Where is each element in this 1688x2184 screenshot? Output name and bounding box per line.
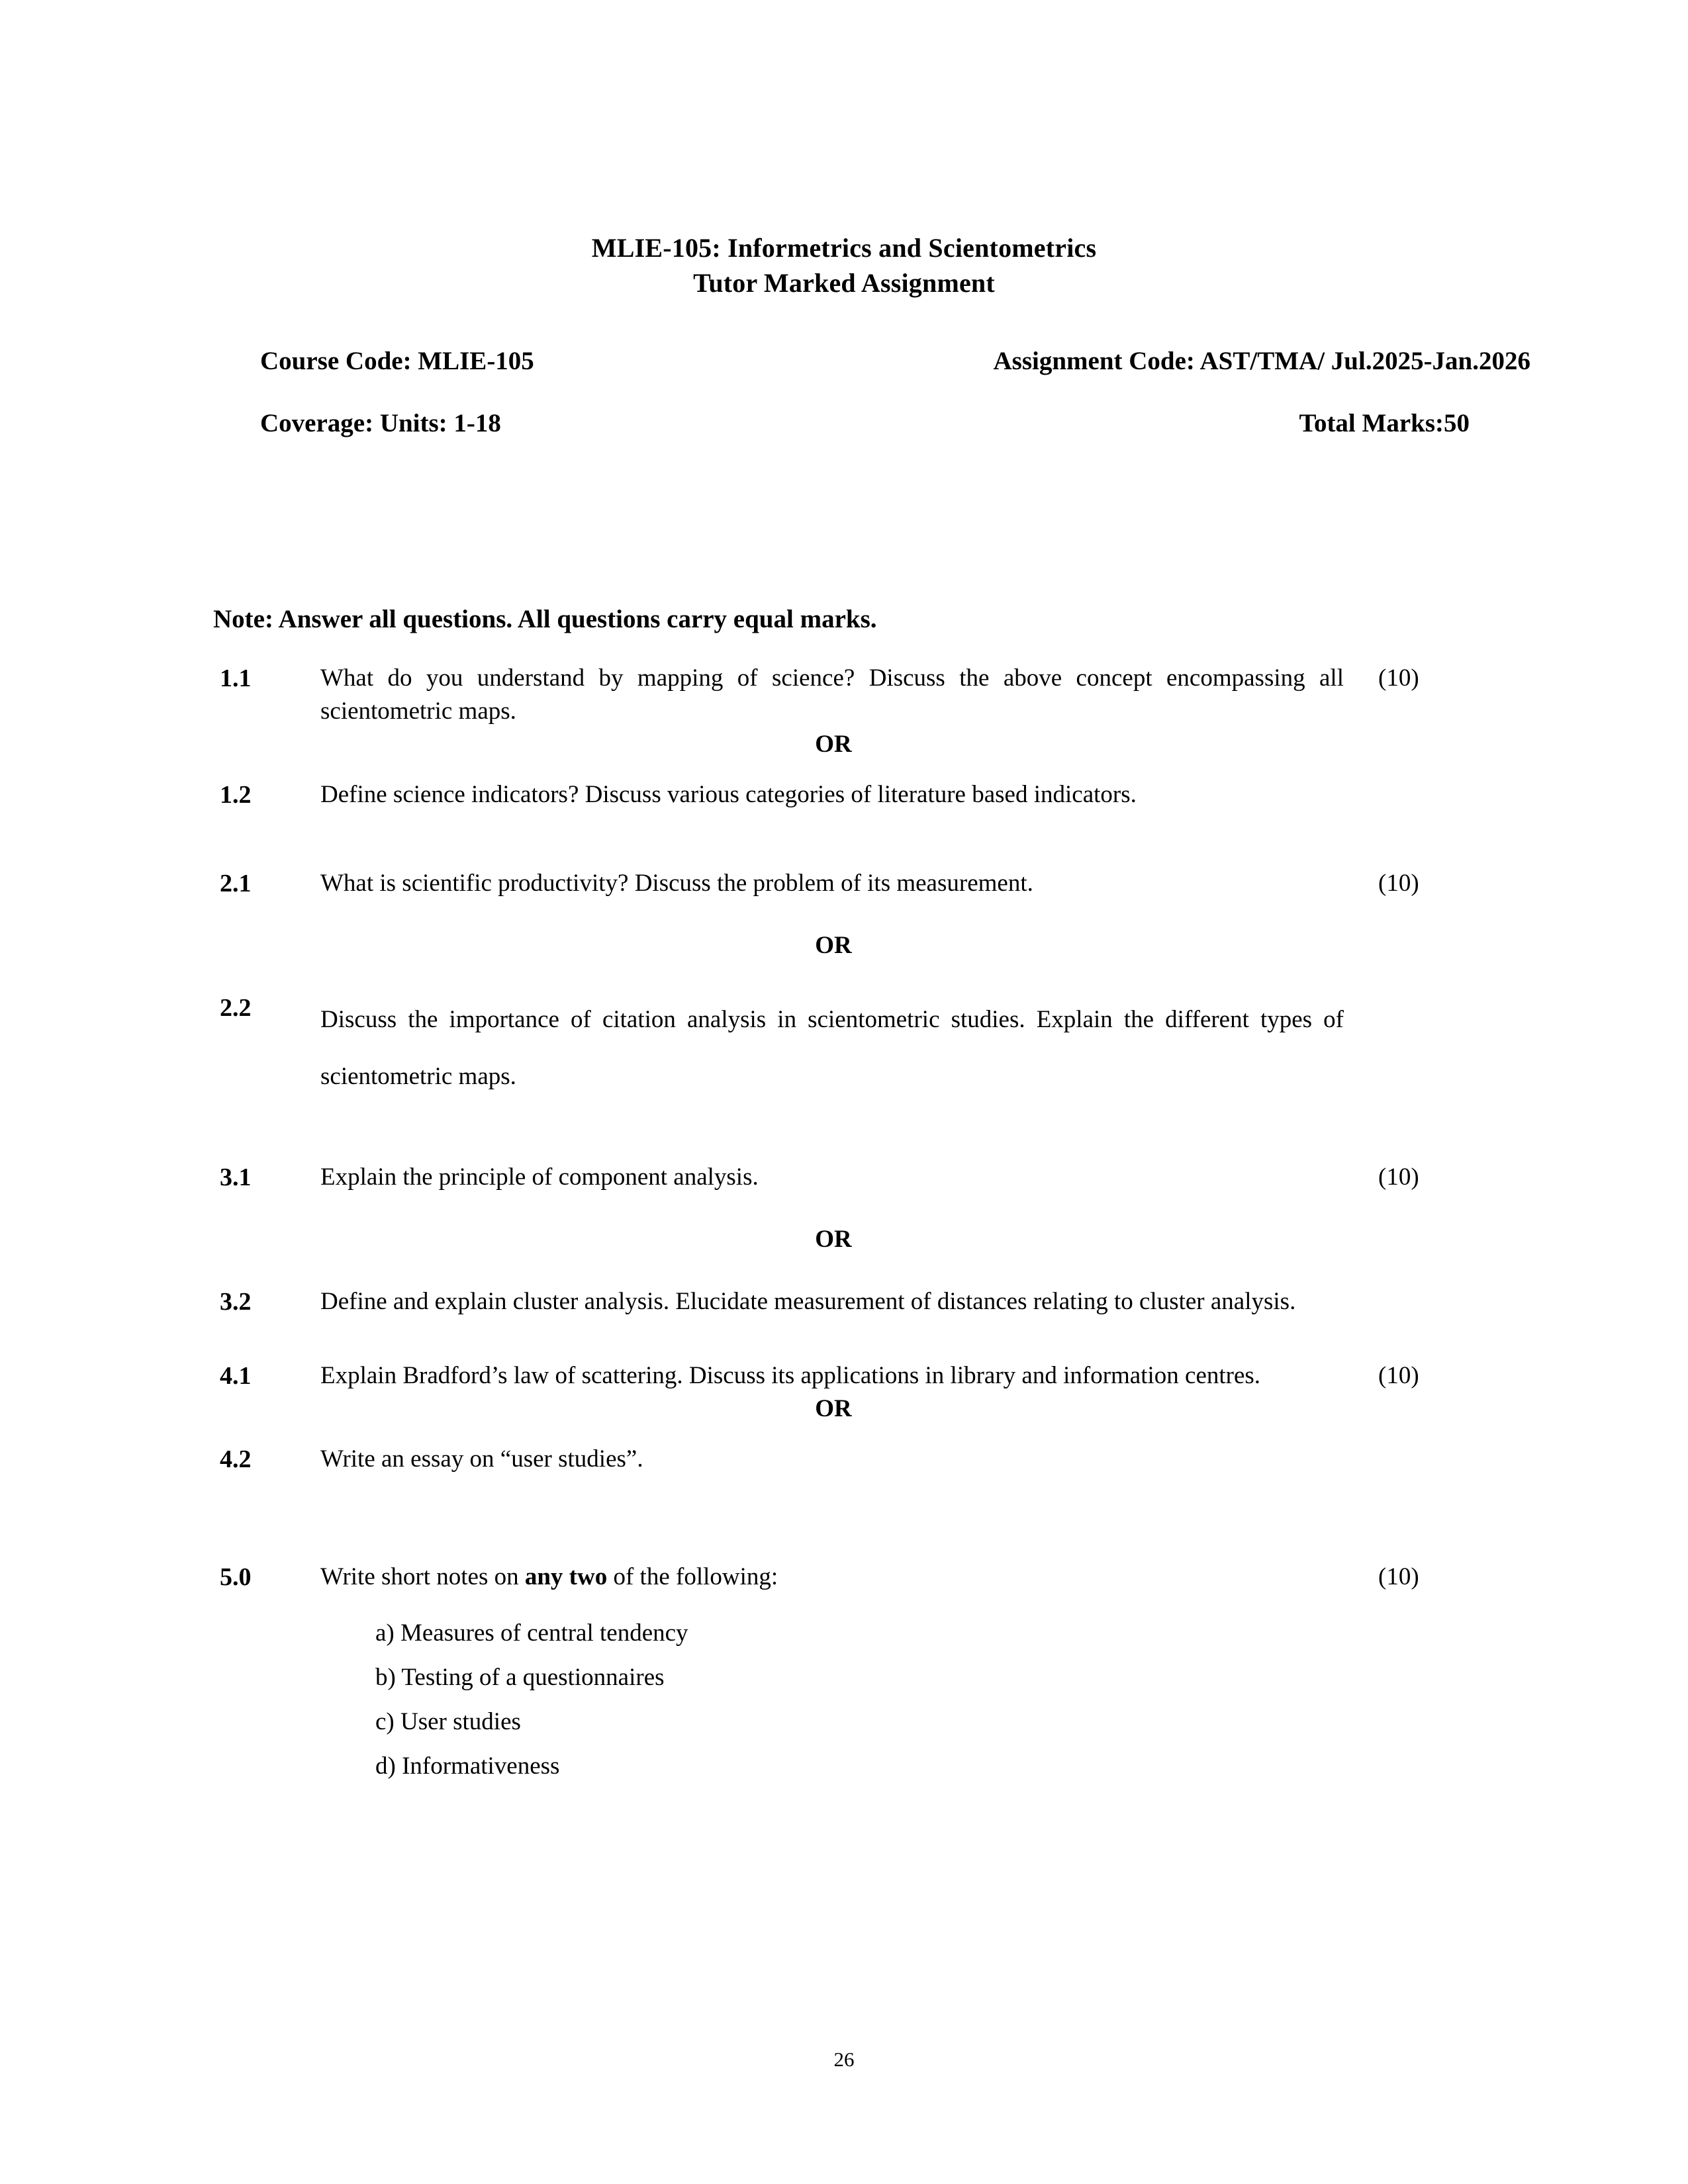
question-2-2 — [220, 991, 1477, 1105]
course-code: Course Code: MLIE-105 — [260, 347, 534, 375]
question-text: Define science indicators? Discuss various categories of literature based indicators. — [320, 781, 1137, 808]
page-number: 26 — [833, 2048, 855, 2071]
question-number: 2.1 — [220, 870, 252, 897]
page-title — [0, 230, 1688, 300]
question-number: 5.0 — [220, 1563, 252, 1591]
sub-item-d: d) Informativeness — [375, 1752, 560, 1780]
question-4-2 — [220, 1443, 1477, 1476]
question-text: Define and explain cluster analysis. Elucidate measurement of distances relating to cluster analysis. — [320, 1288, 1296, 1315]
question-text: Write an essay on “user studies”. — [320, 1445, 643, 1473]
course-meta-block — [260, 345, 1530, 439]
question-3-1 — [220, 1161, 1477, 1194]
question-marks: (10) — [1378, 1163, 1419, 1191]
question-1-1 — [220, 662, 1477, 728]
sub-item-c: c) User studies — [375, 1708, 521, 1735]
or-separator-1: OR — [815, 731, 852, 758]
sub-item-a: a) Measures of central tendency — [375, 1619, 688, 1647]
question-text — [320, 1561, 1346, 1594]
question-text: Explain the principle of component analysis. — [320, 1163, 759, 1191]
question-marks: (10) — [1378, 870, 1419, 897]
question-3-2 — [220, 1285, 1477, 1318]
question-text: What is scientific productivity? Discuss the problem of its measurement. — [320, 870, 1033, 897]
title-line-1: MLIE-105: Informetrics and Scientometrics — [591, 233, 1097, 263]
coverage-row — [260, 408, 1470, 439]
question-number: 3.1 — [220, 1163, 252, 1191]
questions-body — [220, 662, 1477, 1788]
question-5-0 — [220, 1561, 1477, 1594]
total-marks: Total Marks:50 — [1299, 409, 1470, 437]
coverage-units: Coverage: Units: 1-18 — [260, 409, 501, 437]
assignment-code: Assignment Code: AST/TMA/ Jul.2025-Jan.2026 — [993, 347, 1530, 375]
or-separator-3: OR — [815, 1226, 852, 1253]
question-text: Discuss the importance of citation analysis in scientometric studies. Explain the different types of scientometric maps. — [320, 1006, 1344, 1090]
question-text-part-2: of the following: — [607, 1563, 778, 1590]
instructions-note: Note: Answer all questions. All questions carry equal marks. — [213, 605, 877, 633]
course-code-row — [260, 345, 1530, 377]
question-4-1 — [220, 1359, 1477, 1392]
sub-item-b: b) Testing of a questionnaires — [375, 1664, 665, 1691]
question-marks: (10) — [1378, 1362, 1419, 1389]
title-line-2: Tutor Marked Assignment — [693, 268, 995, 298]
question-text-emphasis: any two — [524, 1563, 608, 1590]
question-number: 1.2 — [220, 781, 252, 809]
question-number: 4.2 — [220, 1445, 252, 1473]
question-number: 1.1 — [220, 664, 252, 692]
or-separator-4: OR — [815, 1395, 852, 1422]
question-number: 2.2 — [220, 994, 252, 1022]
question-marks: (10) — [1378, 1563, 1419, 1590]
question-text: Explain Bradford’s law of scattering. Discuss its applications in library and information centres. — [320, 1362, 1261, 1389]
question-number: 4.1 — [220, 1362, 252, 1390]
question-text: What do you understand by mapping of science? Discuss the above concept encompassing all scientometric maps. — [320, 664, 1344, 725]
question-number: 3.2 — [220, 1288, 252, 1316]
question-5-0-sub-items — [375, 1611, 1477, 1788]
question-2-1 — [220, 867, 1477, 900]
or-separator-2: OR — [815, 932, 852, 959]
question-marks: (10) — [1378, 664, 1419, 692]
question-1-2 — [220, 778, 1477, 811]
question-text-part-1: Write short notes on — [320, 1563, 525, 1590]
